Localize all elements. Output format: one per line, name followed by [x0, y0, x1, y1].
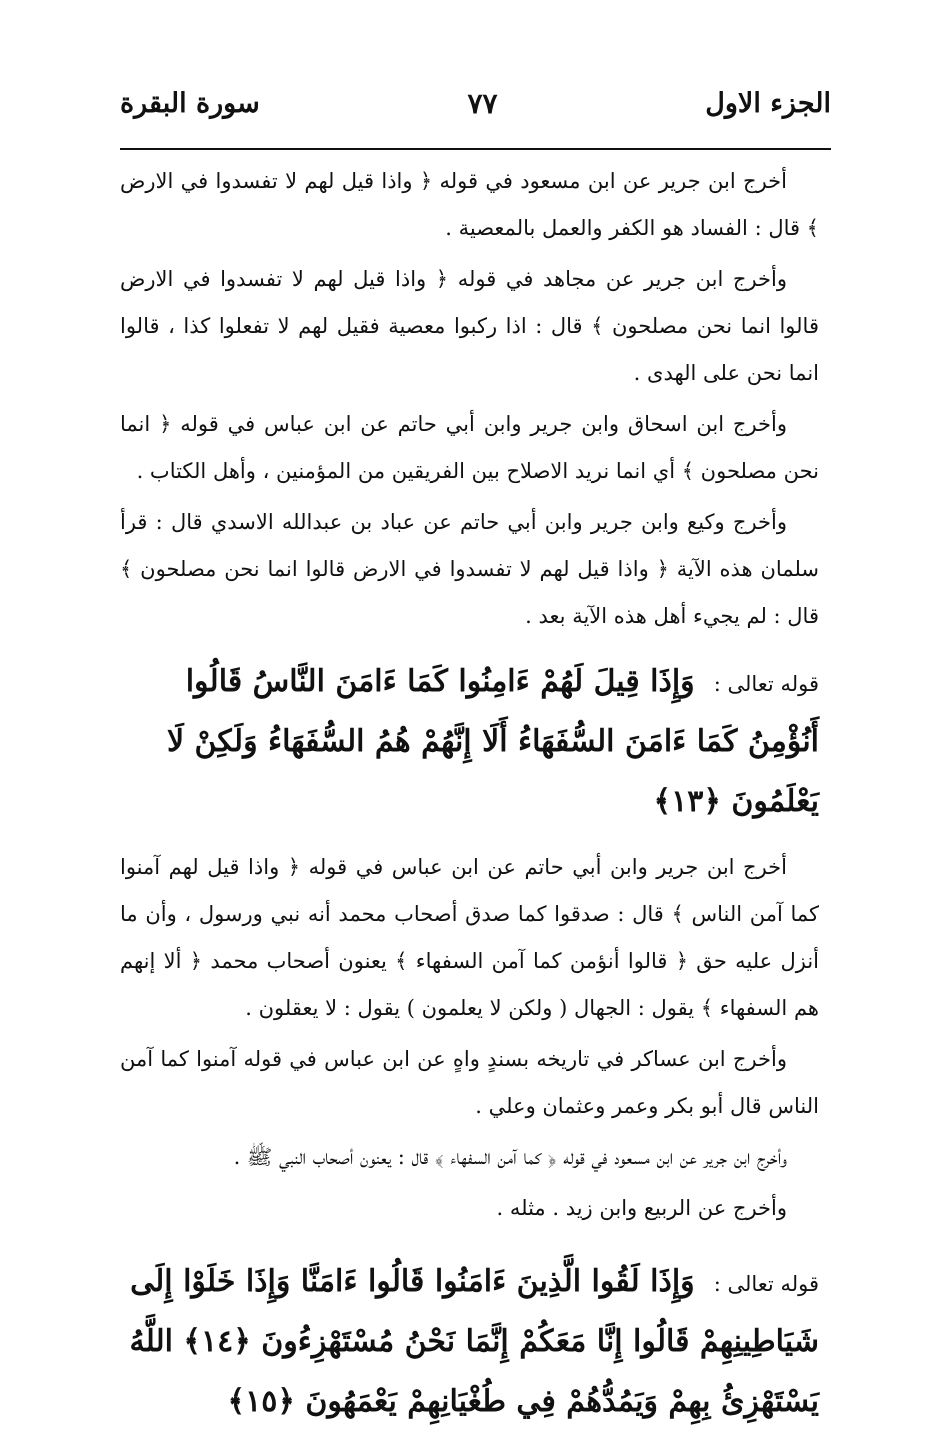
- paragraph: أخرج ابن جرير وابن أبي حاتم عن ابن عباس في قوله ﴿ واذا قيل لهم آمنوا كما آمن الناس ﴾ قال : صدقوا كما صدق أصحاب محمد أنه نبي ورسول ، وأن ما أنزل عليه حق ﴿ قالوا أنؤمن كما آمن السفهاء ﴾ يعنون أصحاب محمد ﴿ ألا إنهم هم السفهاء ﴾ يقول : الجهال ( ولكن لا يعلمون ) يقول : لا يعقلون .: [120, 855, 819, 1020]
- page-number: ٧٧: [467, 86, 498, 120]
- quran-verse-block: [120, 654, 819, 834]
- verse-intro: قوله تعالى :: [713, 672, 819, 696]
- quran-verse-text: وَإِذَا قِيلَ لَهُمْ ءَامِنُوا كَمَا ءَامَنَ النَّاسُ قَالُوا أَنُؤْمِنُ كَمَا ءَامَنَ السُّفَهَاءُ أَلَا إِنَّهُمْ هُمُ السُّفَهَاءُ وَلَكِنْ لَا يَعْلَمُونَ ﴿١٣﴾: [166, 664, 819, 819]
- verse-intro: قوله تعالى :: [713, 1272, 819, 1296]
- paragraph: وأخرج عن الربيع وابن زيد . مثله .: [496, 1196, 787, 1220]
- paragraph: أخرج ابن جرير عن ابن مسعود في قوله ﴿ واذا قيل لهم لا تفسدوا في الارض ﴾ قال : الفساد هو الكفر والعمل بالمعصية .: [120, 169, 819, 240]
- paragraph: وأخرج ابن جرير عن مجاهد في قوله ﴿ واذا قيل لهم لا تفسدوا في الارض قالوا انما نحن مصلحون ﴾ قال : اذا ركبوا معصية فقيل لهم لا تفعلوا كذا ، قالوا انما نحن على الهدى .: [120, 267, 819, 385]
- juz-label: الجزء الاول: [705, 87, 831, 119]
- quran-verse-block: [120, 1254, 819, 1434]
- paragraph: وأخرج ابن عساكر في تاريخه بسندٍ واهٍ عن ابن عباس في قوله آمنوا كما آمن الناس قال أبو بكر وعمر وعثمان وعلي .: [120, 1047, 819, 1118]
- quran-verse-text: وَإِذَا لَقُوا الَّذِينَ ءَامَنُوا قَالُوا ءَامَنَّا وَإِذَا خَلَوْا إِلَى شَيَاطِينِهِمْ قَالُوا إِنَّا مَعَكُمْ إِنَّمَا نَحْنُ مُسْتَهْزِءُونَ ﴿١٤﴾ اللَّهُ يَسْتَهْزِئُ بِهِمْ وَيَمُدُّهُمْ فِي طُغْيَانِهِمْ يَعْمَهُونَ ﴿١٥﴾: [129, 1264, 819, 1419]
- paragraph: وأخرج وكيع وابن جرير وابن أبي حاتم عن عباد بن عبدالله الاسدي قال : قرأ سلمان هذه الآية ﴿ واذا قيل لهم لا تفسدوا في الارض قالوا انما نحن مصلحون ﴾ قال : لم يجيء أهل هذه الآية بعد .: [120, 510, 819, 628]
- paragraph: وأخرج ابن جرير عن ابن مسعود في قوله ﴿ كما آمن السفهاء ﴾ قال : يعنون أصحاب النبي ﷺ .: [233, 1145, 787, 1169]
- page-header: [120, 78, 831, 128]
- page-body: [120, 158, 819, 1444]
- header-divider: [120, 148, 831, 150]
- surah-label: سورة البقرة: [120, 87, 260, 119]
- paragraph: وأخرج ابن اسحاق وابن جرير وابن أبي حاتم عن ابن عباس في قوله ﴿ انما نحن مصلحون ﴾ أي انما نريد الاصلاح بين الفريقين من المؤمنين ، وأهل الكتاب .: [120, 412, 819, 483]
